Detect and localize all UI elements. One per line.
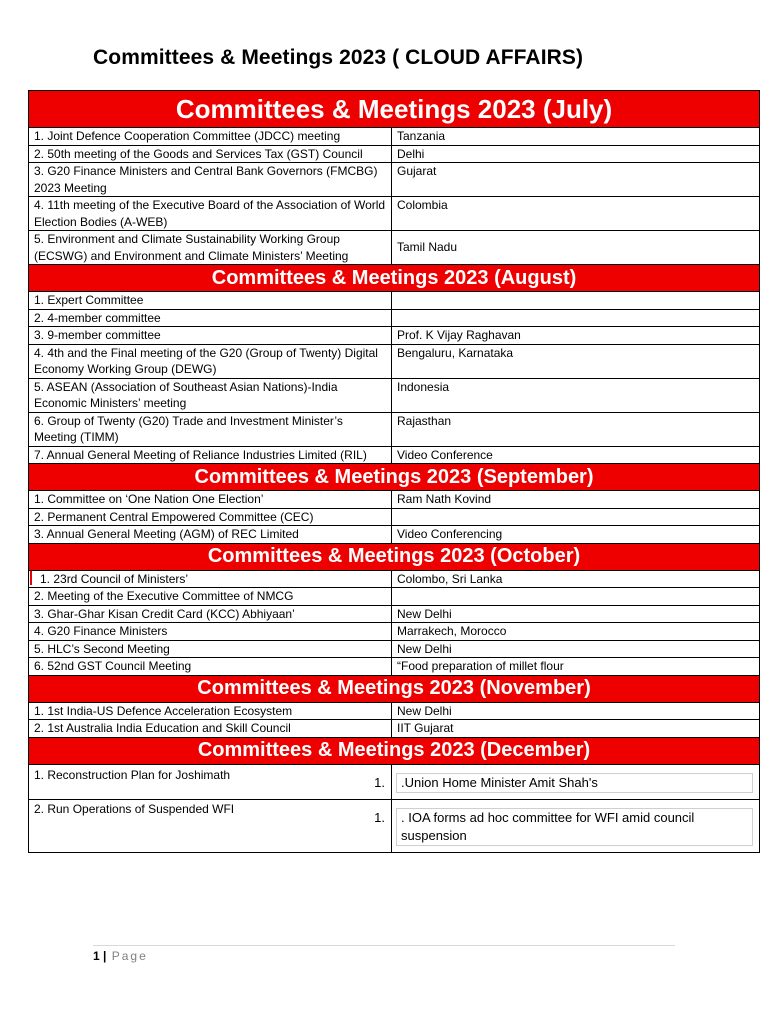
table-row	[29, 412, 760, 446]
meeting-name: 1. Committee on ‘One Nation One Election’	[29, 491, 392, 509]
footer-separator: |	[103, 949, 107, 963]
table-row	[29, 309, 760, 327]
meeting-name-cell	[29, 799, 392, 852]
meeting-name-cell	[29, 570, 392, 588]
table-row	[29, 658, 760, 676]
meeting-place: Ram Nath Kovind	[392, 491, 760, 509]
meeting-name: 5. ASEAN (Association of Southeast Asian Nations)-India Economic Ministers’ meeting	[29, 378, 392, 412]
meeting-name: 6. 52nd GST Council Meeting	[29, 658, 392, 676]
table-row	[29, 344, 760, 378]
section-header-november	[29, 675, 760, 702]
section-header-september	[29, 464, 760, 491]
meeting-name: 1. Expert Committee	[29, 292, 392, 310]
list-number: 1.	[374, 774, 385, 790]
meeting-place	[392, 292, 760, 310]
meeting-place: New Delhi	[392, 702, 760, 720]
meeting-name: 2. Permanent Central Empowered Committee (CEC)	[29, 508, 392, 526]
meeting-place: Gujarat	[392, 163, 760, 197]
table-row	[29, 446, 760, 464]
committees-table	[28, 90, 760, 853]
table-row	[29, 570, 760, 588]
meeting-place: Marrakech, Morocco	[392, 623, 760, 641]
meeting-name: 7. Annual General Meeting of Reliance Industries Limited (RIL)	[29, 446, 392, 464]
meeting-place: Colombia	[392, 197, 760, 231]
table-row	[29, 605, 760, 623]
meeting-place: Bengaluru, Karnataka	[392, 344, 760, 378]
table-row	[29, 508, 760, 526]
meeting-place: . IOA forms ad hoc committee for WFI amid council suspension	[396, 808, 753, 846]
meeting-place: Delhi	[392, 145, 760, 163]
meeting-name: 3. Annual General Meeting (AGM) of REC Limited	[29, 526, 392, 544]
meeting-place: Video Conferencing	[392, 526, 760, 544]
table-row	[29, 163, 760, 197]
meeting-name: 2. Meeting of the Executive Committee of NMCG	[29, 588, 392, 606]
meeting-place	[392, 508, 760, 526]
meeting-name: 3. Ghar-Ghar Kisan Credit Card (KCC) Abhiyaan’	[29, 605, 392, 623]
meeting-place: New Delhi	[392, 640, 760, 658]
table-row	[29, 292, 760, 310]
meeting-name: 6. Group of Twenty (G20) Trade and Investment Minister’s Meeting (TIMM)	[29, 412, 392, 446]
table-row	[29, 764, 760, 799]
meeting-place	[392, 309, 760, 327]
meeting-name: 2. 50th meeting of the Goods and Services Tax (GST) Council	[29, 145, 392, 163]
meeting-name: 2. 4-member committee	[29, 309, 392, 327]
meeting-place: IIT Gujarat	[392, 720, 760, 738]
table-row	[29, 491, 760, 509]
section-header-december	[29, 737, 760, 764]
footer-divider	[93, 945, 675, 946]
table-row	[29, 145, 760, 163]
section-header-august	[29, 265, 760, 292]
table-row	[29, 799, 760, 852]
meeting-name: 1. Reconstruction Plan for Joshimath	[34, 767, 231, 782]
section-header-july	[29, 91, 760, 128]
page-number: 1	[93, 949, 100, 963]
meeting-place: .Union Home Minister Amit Shah's	[396, 773, 753, 793]
section-heading: Committees & Meetings 2023 (November)	[29, 675, 760, 702]
table-row	[29, 588, 760, 606]
page-label: Page	[111, 949, 148, 963]
table-row	[29, 327, 760, 345]
red-marker	[30, 571, 32, 585]
table-row	[29, 702, 760, 720]
meeting-place: New Delhi	[392, 605, 760, 623]
meeting-place: Colombo, Sri Lanka	[392, 570, 760, 588]
meeting-name: 2. 1st Australia India Education and Skill Council	[29, 720, 392, 738]
meeting-place: Rajasthan	[392, 412, 760, 446]
list-number: 1.	[374, 809, 385, 825]
meeting-name-cell	[29, 764, 392, 799]
table-row	[29, 623, 760, 641]
meeting-name: 3. 9-member committee	[29, 327, 392, 345]
section-heading: Committees & Meetings 2023 (September)	[29, 464, 760, 491]
meeting-place-cell	[392, 799, 760, 852]
table-row	[29, 378, 760, 412]
section-heading: Committees & Meetings 2023 (December)	[29, 737, 760, 764]
page-footer	[93, 949, 148, 963]
table-row	[29, 128, 760, 146]
meeting-name: 2. Run Operations of Suspended WFI	[34, 801, 235, 816]
meeting-place: “Food preparation of millet flour	[392, 658, 760, 676]
meeting-place: Tanzania	[392, 128, 760, 146]
meeting-place: Prof. K Vijay Raghavan	[392, 327, 760, 345]
table-row	[29, 640, 760, 658]
meeting-name: 1. 1st India-US Defence Acceleration Ecosystem	[29, 702, 392, 720]
meeting-name: 5. HLC’s Second Meeting	[29, 640, 392, 658]
meeting-name: 4. 4th and the Final meeting of the G20 (Group of Twenty) Digital Economy Working Group (DEWG)	[29, 344, 392, 378]
meeting-name: 1. Joint Defence Cooperation Committee (JDCC) meeting	[29, 128, 392, 146]
meeting-place: Tamil Nadu	[392, 231, 760, 265]
table-row	[29, 526, 760, 544]
meeting-place: Indonesia	[392, 378, 760, 412]
meeting-name: 1. 23rd Council of Ministers’	[40, 571, 189, 586]
table-row	[29, 231, 760, 265]
table-row	[29, 197, 760, 231]
section-heading: Committees & Meetings 2023 (October)	[29, 543, 760, 570]
meeting-place-cell	[392, 764, 760, 799]
section-heading: Committees & Meetings 2023 (August)	[29, 265, 760, 292]
meeting-name: 4. G20 Finance Ministers	[29, 623, 392, 641]
meeting-place: Video Conference	[392, 446, 760, 464]
document-title: Committees & Meetings 2023 ( CLOUD AFFAIRS)	[93, 46, 584, 69]
section-heading: Committees & Meetings 2023 (July)	[29, 91, 760, 128]
meeting-place	[392, 588, 760, 606]
table-row	[29, 720, 760, 738]
meeting-name: 5. Environment and Climate Sustainability Working Group (ECSWG) and Environment and Climate Ministers’ Meeting	[29, 231, 392, 265]
meeting-name: 3. G20 Finance Ministers and Central Bank Governors (FMCBG) 2023 Meeting	[29, 163, 392, 197]
section-header-october	[29, 543, 760, 570]
meeting-name: 4. 11th meeting of the Executive Board of the Association of World Election Bodies (A-WEB)	[29, 197, 392, 231]
